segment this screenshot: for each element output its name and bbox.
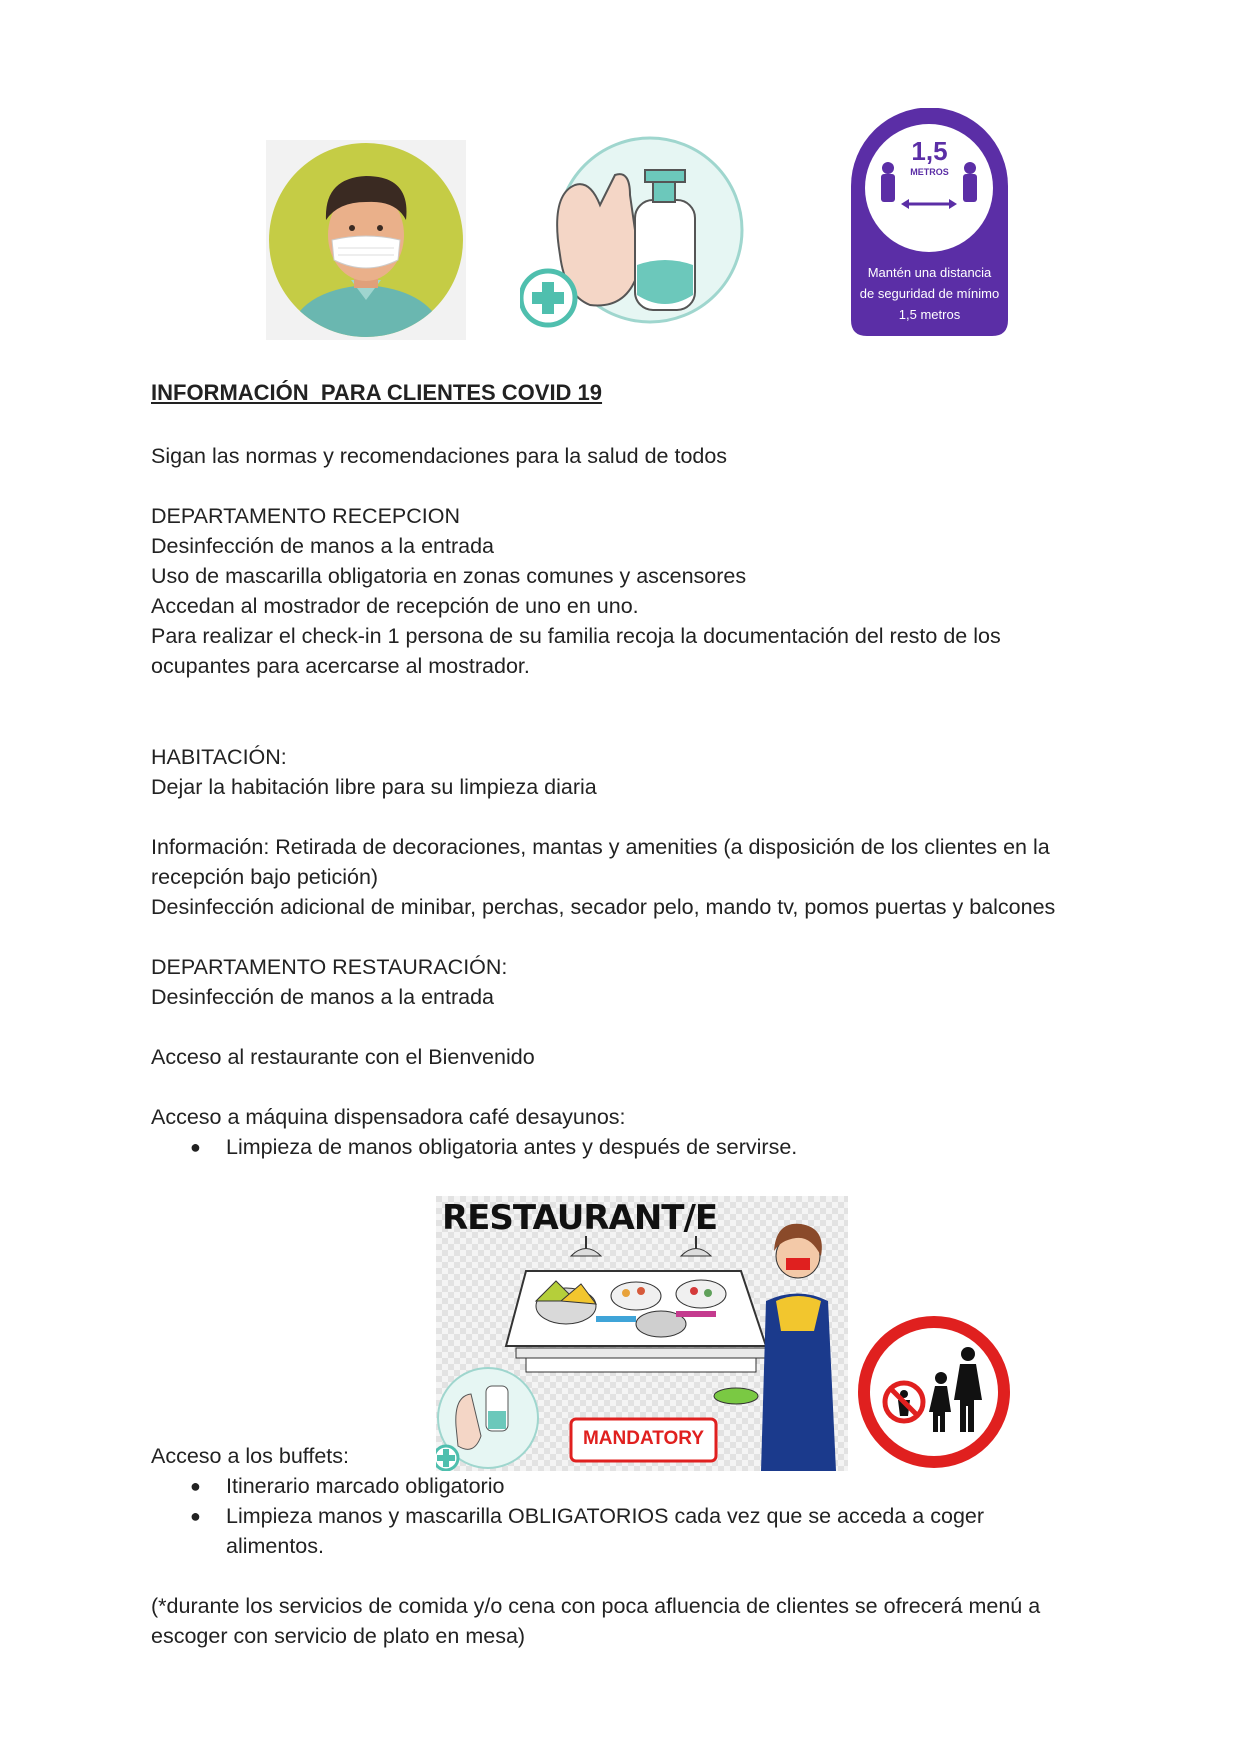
bullet: ● xyxy=(190,1137,201,1157)
reception-line: Para realizar el check-in 1 persona de su familia recoja la documentación del resto de los xyxy=(151,624,1001,648)
note-text: (*durante los servicios de comida y/o cena con poca afluencia de clientes se ofrecerá menú a xyxy=(151,1594,1041,1618)
room-heading: HABITACIÓN: xyxy=(151,745,287,769)
coffee-bullet: Limpieza de manos obligatoria antes y después de servirse. xyxy=(226,1135,798,1159)
room-info: Información: Retirada de decoraciones, mantas y amenities (a disposición de los clientes en la xyxy=(151,835,1050,859)
bullet: ● xyxy=(190,1476,201,1496)
mask-person-illustration xyxy=(266,140,466,340)
buffet-bullet-continuation: alimentos. xyxy=(226,1534,324,1558)
coffee-heading: Acceso a máquina dispensadora café desayunos: xyxy=(151,1105,626,1129)
restaurant-buffet-illustration xyxy=(436,1196,848,1471)
distance-text-1: Mantén una distancia xyxy=(867,265,992,280)
restaurant-line: Acceso al restaurante con el Bienvenido xyxy=(151,1045,535,1069)
restaurant-line: Desinfección de manos a la entrada xyxy=(151,985,495,1009)
room-info: recepción bajo petición) xyxy=(151,865,379,889)
note-text: escoger con servicio de plato en mesa) xyxy=(151,1624,526,1648)
buffet-heading: Acceso a los buffets: xyxy=(151,1444,349,1468)
hand-sanitizer-illustration xyxy=(520,135,745,335)
bullet: ● xyxy=(190,1506,201,1526)
restaurant-heading: DEPARTAMENTO RESTAURACIÓN: xyxy=(151,955,508,979)
room-line: Dejar la habitación libre para su limpieza diaria xyxy=(151,775,597,799)
reception-heading: DEPARTAMENTO RECEPCION xyxy=(151,504,461,528)
distance-number: 1,5 xyxy=(911,136,948,166)
distance-sign xyxy=(851,108,1008,336)
page-title: INFORMACIÓN PARA CLIENTES COVID 19 xyxy=(151,380,603,405)
buffet-bullet: Itinerario marcado obligatorio xyxy=(226,1474,505,1498)
restaurant-sign-title: RESTAURANT/E xyxy=(442,1198,718,1238)
distance-text-3: 1,5 metros xyxy=(898,307,961,322)
distance-text-2: de seguridad de mínimo xyxy=(859,286,1000,301)
reception-line: Desinfección de manos a la entrada xyxy=(151,534,495,558)
intro-text: Sigan las normas y recomendaciones para la salud de todos xyxy=(151,444,728,468)
reception-line: Accedan al mostrador de recepción de uno en uno. xyxy=(151,594,639,618)
room-info: Desinfección adicional de minibar, perchas, secador pelo, mando tv, pomos puertas y balcones xyxy=(151,895,1056,919)
reception-line: Uso de mascarilla obligatoria en zonas comunes y ascensores xyxy=(151,564,747,588)
mandatory-badge: MANDATORY xyxy=(582,1428,705,1449)
reception-line: ocupantes para acercarse al mostrador. xyxy=(151,654,530,678)
buffet-bullet: Limpieza manos y mascarilla OBLIGATORIOS cada vez que se acceda a coger xyxy=(226,1504,985,1528)
distance-unit: METROS xyxy=(910,167,949,177)
no-children-sign xyxy=(858,1316,1010,1468)
